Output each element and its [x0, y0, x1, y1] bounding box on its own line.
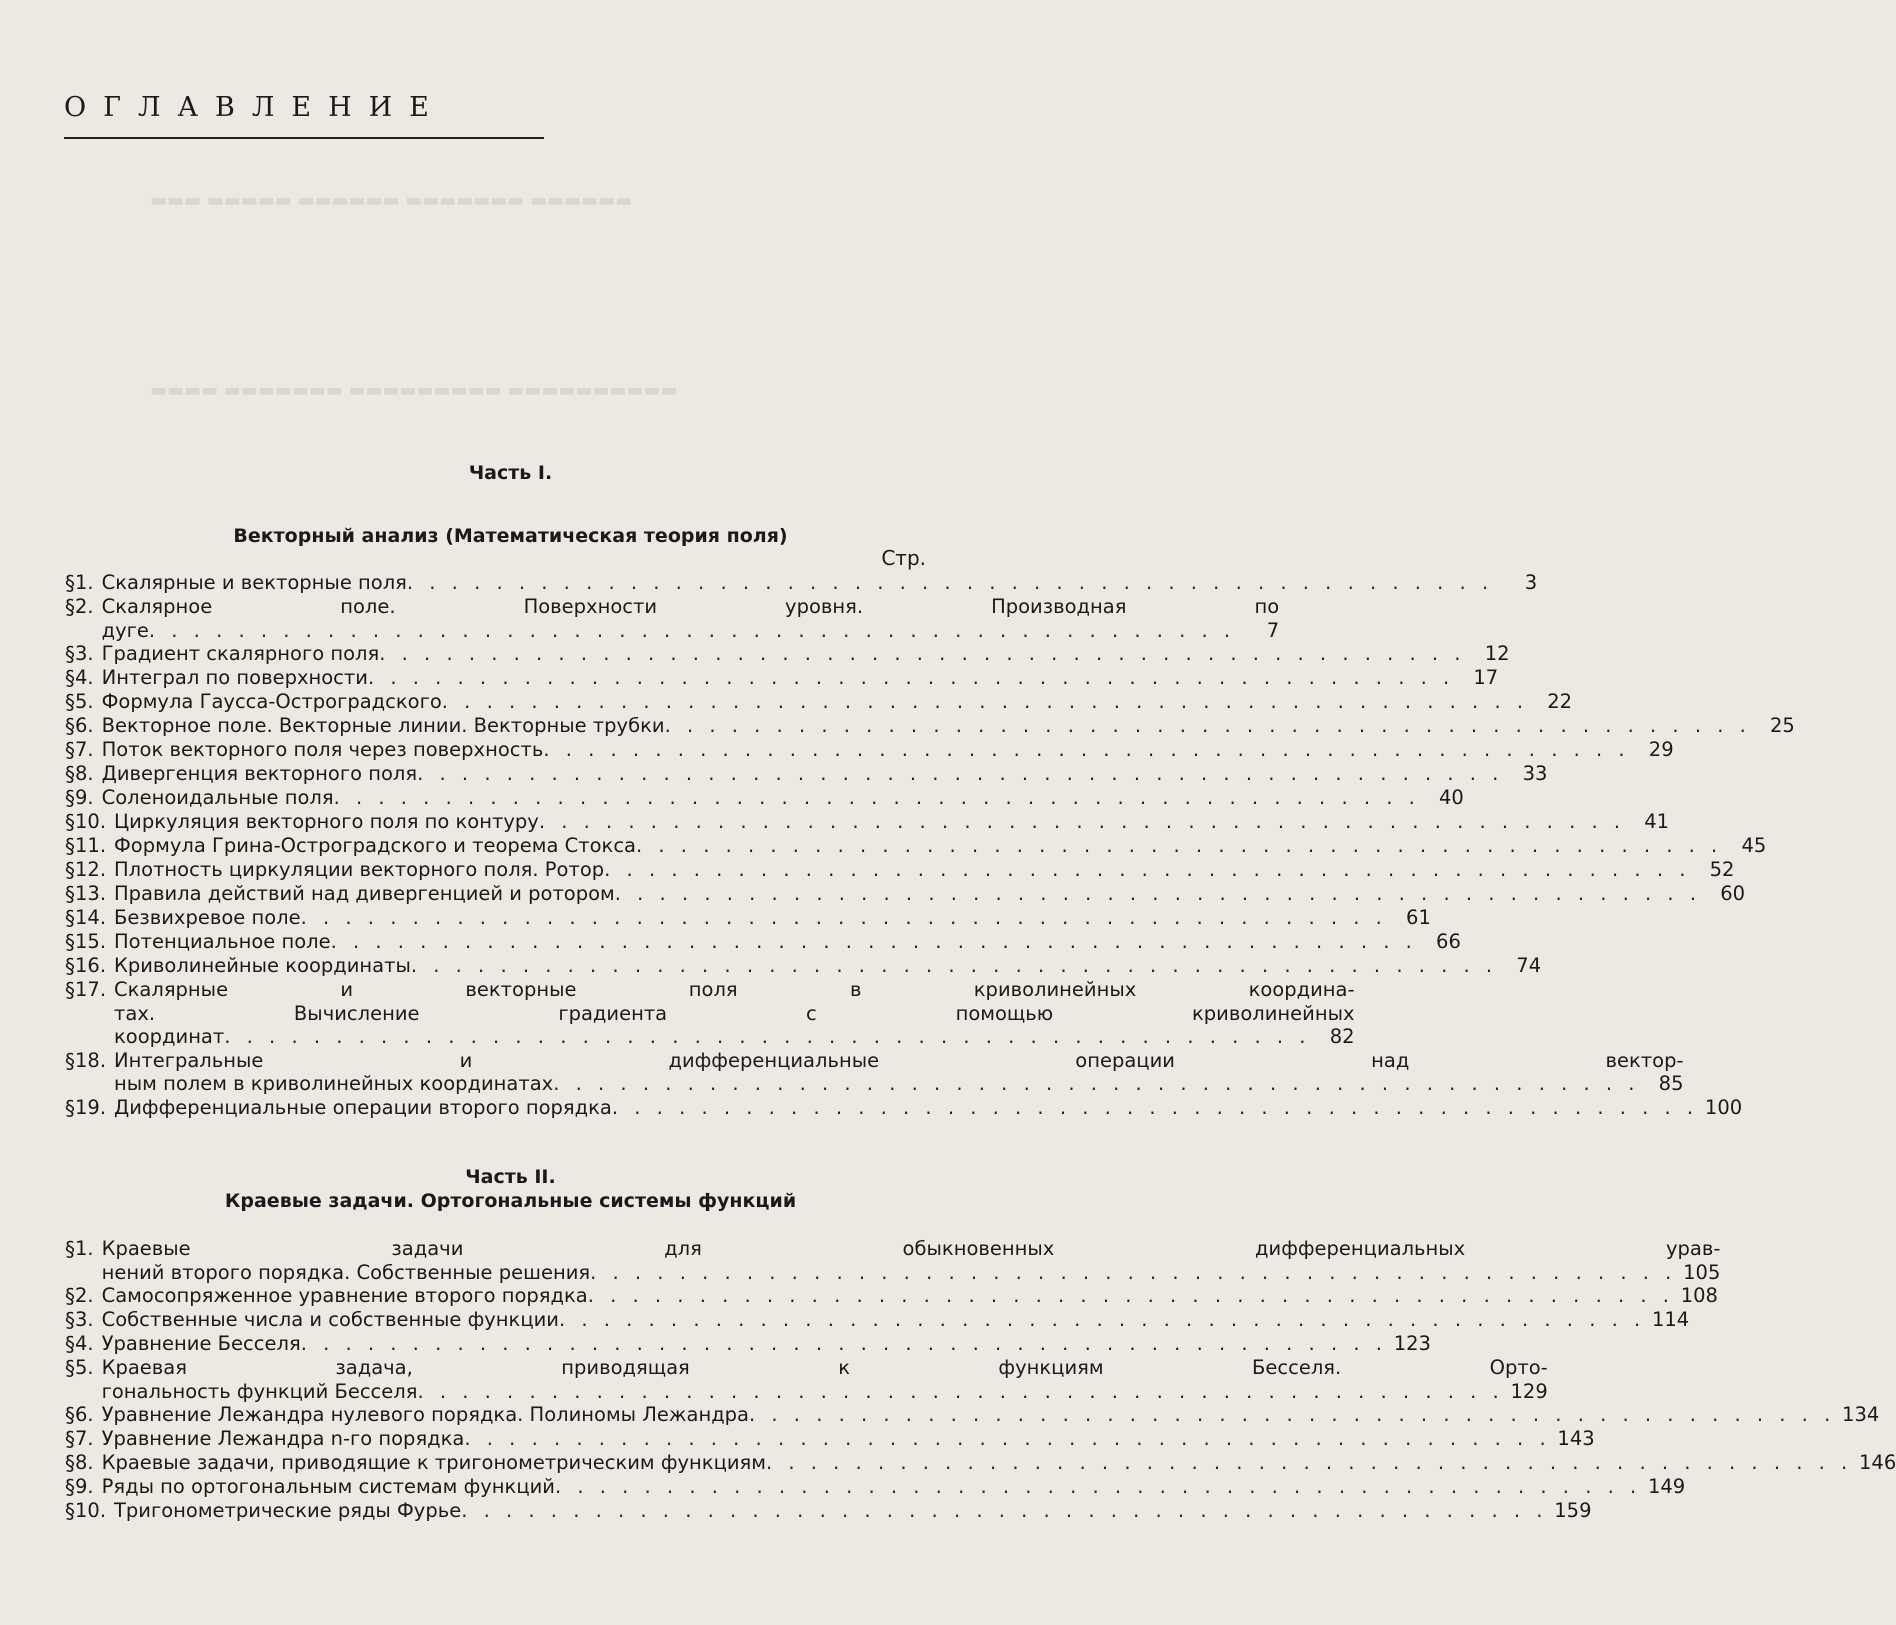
toc-entry-number: 7.	[75, 1427, 94, 1450]
toc-entry-body	[102, 1308, 1690, 1332]
toc-entry-body	[102, 666, 1499, 690]
toc-entry-number: 1.	[75, 571, 94, 594]
leader-dots	[588, 1284, 1674, 1308]
toc-entry-line	[114, 834, 1766, 858]
toc-entry-body	[102, 571, 1538, 595]
toc-entry-body	[114, 978, 1355, 1049]
toc-entry	[65, 1356, 1548, 1403]
toc-entry-number: 12.	[75, 858, 107, 881]
toc-entry-body	[102, 762, 1548, 786]
toc-entry-page: 85	[1658, 1072, 1684, 1095]
toc-entry-line	[114, 1499, 1591, 1523]
toc-entry-title: Самосопряженное уравнение второго порядка	[101, 1284, 588, 1307]
toc-entry-page: 7	[1266, 618, 1280, 642]
toc-entry-line	[102, 1261, 1721, 1285]
toc-entry-line	[102, 690, 1572, 714]
toc-entry-title: Уравнение Лежандра n-го порядка	[101, 1427, 465, 1450]
toc-entry	[65, 930, 1461, 954]
part2-label: Часть II.	[465, 1166, 556, 1188]
section-sign: §	[65, 1095, 75, 1120]
toc-entry-title: Векторное поле. Векторные линии. Векторные трубки	[101, 714, 665, 737]
toc-entry-title: Тригонометрические ряды Фурье	[114, 1499, 462, 1522]
toc-entry-title: нений второго порядка. Собственные решения	[101, 1260, 591, 1284]
toc-entry-body	[102, 690, 1572, 714]
toc-entry-number: 10.	[75, 1499, 107, 1522]
section-sign: §	[65, 738, 75, 762]
toc-entry-page: 52	[1709, 858, 1735, 881]
toc-entry-title: Краевые задачи, приводящие к тригонометрическим функциям	[101, 1451, 766, 1474]
section-sign: §	[65, 714, 75, 738]
toc-entry-body	[114, 858, 1734, 882]
section-sign: §	[65, 1451, 75, 1475]
toc-entry-title: тах. Вычисление градиента с помощью криволинейных	[114, 1001, 1355, 1025]
toc-entry	[65, 642, 1510, 666]
toc-entry-line	[114, 1072, 1683, 1096]
toc-entry-page: 108	[1680, 1284, 1718, 1307]
toc-entry-number: 4.	[75, 1332, 94, 1355]
toc-entry-page: 12	[1484, 642, 1510, 665]
toc-entry-line	[102, 619, 1280, 643]
toc-entry-page: 74	[1516, 954, 1542, 977]
toc-entry-title: Краевая задача, приводящая к функциям Бесселя. Орто-	[101, 1356, 1548, 1379]
toc-entry-page: 29	[1648, 738, 1674, 761]
toc-entry-title: Циркуляция векторного поля по контуру	[114, 810, 539, 833]
toc-entry-title: Формула Гаусса-Остроградского	[101, 690, 442, 713]
toc-part1	[65, 571, 1795, 1120]
section-sign: §	[65, 1237, 75, 1261]
section-sign: §	[65, 571, 75, 595]
toc-entry-number: 11.	[75, 834, 107, 857]
toc-entry	[65, 1451, 1896, 1475]
toc-entry-page: 134	[1842, 1403, 1880, 1426]
toc-entry-page: 45	[1741, 834, 1767, 857]
toc-entry-page: 61	[1406, 906, 1431, 929]
toc-entry-title: Формула Грина-Остроградского и теорема Стокса	[114, 834, 636, 857]
toc-entry-page: 3	[1524, 571, 1538, 594]
toc-entry-page: 146	[1859, 1451, 1896, 1474]
toc-entry-line	[102, 1284, 1718, 1308]
toc-entry-number: 7.	[75, 738, 94, 761]
section-sign: §	[65, 1284, 75, 1308]
section-sign: §	[65, 1356, 75, 1380]
toc-entry-title: Скалярные и векторные поля	[101, 571, 407, 594]
toc-entry-body	[102, 714, 1795, 738]
leader-dots	[612, 1096, 1698, 1120]
toc-entry-line	[102, 642, 1510, 666]
toc-entry-title: Потенциальное поле	[114, 930, 331, 953]
toc-entry-number: 9.	[75, 1475, 94, 1498]
toc-entry-page: 129	[1510, 1379, 1548, 1403]
leader-dots	[590, 1261, 1676, 1285]
toc-entry-number: 13.	[75, 882, 107, 905]
leader-dots	[331, 930, 1417, 954]
toc-entry-number: 8.	[75, 762, 94, 785]
section-sign: §	[65, 762, 75, 786]
toc-entry-line	[102, 1403, 1880, 1427]
toc-entry-number: 2.	[75, 595, 94, 618]
toc-part2	[65, 1237, 1896, 1523]
toc-entry-body	[102, 595, 1280, 642]
page-title: ОГЛАВЛЕНИЕ	[64, 92, 446, 123]
toc-entry-body	[114, 882, 1745, 906]
toc-entry-number: 14.	[75, 906, 107, 929]
part2-subtitle: Краевые задачи. Ортогональные системы функций	[224, 1190, 797, 1212]
toc-entry-number: 15.	[75, 930, 107, 953]
section-sign: §	[65, 1332, 75, 1356]
leader-dots	[636, 834, 1722, 858]
toc-entry-page: 25	[1770, 714, 1795, 737]
leader-dots	[411, 954, 1497, 978]
toc-entry-title: Интегральные и дифференциальные операции над вектор-	[114, 1048, 1684, 1072]
toc-entry-page: 40	[1439, 786, 1464, 809]
toc-entry-body	[102, 1475, 1686, 1499]
toc-entry-number: 3.	[75, 642, 94, 665]
toc-entry-number: 2.	[75, 1284, 94, 1307]
section-sign: §	[65, 786, 75, 810]
toc-entry	[65, 762, 1548, 786]
toc-entry	[65, 978, 1355, 1049]
section-sign: §	[65, 1403, 75, 1427]
toc-entry-line	[102, 571, 1538, 595]
toc-entry-title: Поток векторного поля через поверхность	[101, 738, 544, 761]
toc-entry-number: 17.	[75, 978, 107, 1001]
section-sign: §	[65, 642, 75, 666]
toc-entry-title: Дивергенция векторного поля	[101, 762, 418, 785]
toc-entry	[65, 882, 1746, 906]
toc-entry-number: 16.	[75, 954, 107, 977]
toc-entry	[65, 1499, 1592, 1523]
toc-entry-line	[102, 1427, 1595, 1451]
toc-entry-page: 114	[1651, 1308, 1690, 1331]
toc-entry-page: 33	[1522, 762, 1548, 785]
toc-entry-body	[114, 954, 1541, 978]
leader-dots	[555, 1475, 1641, 1499]
toc-entry-title: Скалярное поле. Поверхности уровня. Производная по	[101, 595, 1280, 618]
leader-dots	[224, 1025, 1310, 1049]
toc-entry-body	[114, 1049, 1683, 1096]
toc-entry-title: Дифференциальные операции второго порядка	[114, 1095, 612, 1119]
toc-entry-body	[102, 1284, 1718, 1308]
toc-entry	[65, 690, 1573, 714]
toc-entry-body	[102, 1332, 1431, 1356]
toc-entry-line	[102, 1475, 1686, 1499]
section-sign: §	[65, 858, 75, 882]
toc-entry-body	[102, 1427, 1595, 1451]
toc-entry-line	[114, 882, 1745, 906]
toc-entry	[65, 1475, 1686, 1499]
toc-entry-title: Собственные числа и собственные функции	[101, 1308, 559, 1331]
toc-entry-body	[114, 1096, 1742, 1120]
toc-entry-number: 3.	[75, 1308, 94, 1331]
toc-entry-line	[114, 1096, 1742, 1120]
page-column-header: Стр.	[881, 546, 926, 570]
toc-entry	[65, 906, 1431, 930]
toc-entry-page: 143	[1557, 1427, 1595, 1450]
toc-entry-title: Уравнение Бесселя	[101, 1332, 301, 1355]
section-sign: §	[65, 1048, 75, 1073]
section-sign: §	[65, 906, 75, 930]
toc-entry-title: ным полем в криволинейных координатах	[114, 1072, 554, 1095]
toc-entry	[65, 1048, 1684, 1096]
toc-entry-title: Соленоидальные поля	[101, 786, 334, 809]
toc-entry	[65, 786, 1464, 810]
toc-entry	[65, 595, 1280, 642]
toc-entry-page: 149	[1647, 1475, 1686, 1498]
leader-dots	[442, 690, 1528, 714]
section-sign: §	[65, 810, 75, 834]
leader-dots	[749, 1403, 1835, 1427]
toc-entry-line	[114, 906, 1431, 930]
toc-entry-title: Интеграл по поверхности	[101, 666, 368, 689]
toc-entry-line	[114, 810, 1669, 834]
toc-entry	[65, 1237, 1721, 1284]
toc-entry-body	[102, 1356, 1548, 1403]
toc-entry-line	[114, 954, 1541, 978]
leader-dots	[559, 1308, 1645, 1332]
leader-dots	[615, 882, 1701, 906]
toc-entry-number: 1.	[75, 1237, 94, 1260]
toc-entry-page: 82	[1329, 1025, 1355, 1048]
section-sign: §	[65, 930, 75, 954]
toc-entry-page: 159	[1554, 1499, 1592, 1522]
leader-dots	[407, 571, 1493, 595]
toc-entry-line	[114, 1025, 1355, 1049]
toc-entry-line	[114, 930, 1461, 954]
toc-entry	[65, 666, 1499, 690]
toc-entry-title: Ряды по ортогональным системам функций	[101, 1475, 555, 1498]
toc-entry	[65, 1403, 1880, 1427]
toc-entry-title: гональность функций Бесселя	[101, 1379, 418, 1403]
leader-dots	[665, 714, 1751, 738]
toc-entry-body	[114, 810, 1669, 834]
toc-entry-page: 66	[1436, 930, 1461, 953]
toc-entry	[65, 1284, 1718, 1308]
toc-entry-title: Безвихревое поле	[114, 906, 301, 929]
toc-entry	[65, 858, 1735, 882]
toc-entry-number: 9.	[75, 786, 94, 809]
toc-entry-body	[114, 1499, 1591, 1523]
toc-entry-body	[102, 786, 1464, 810]
toc-entry-line	[102, 762, 1548, 786]
toc-entry-line	[102, 1380, 1548, 1404]
leader-dots	[604, 858, 1690, 882]
title-underline	[64, 137, 544, 139]
leader-dots	[301, 906, 1387, 930]
toc-entry-line	[102, 714, 1795, 738]
section-sign: §	[65, 882, 75, 906]
toc-entry-page: 17	[1473, 666, 1499, 689]
toc-entry-number: 10.	[75, 810, 107, 833]
leader-dots	[334, 786, 1420, 810]
leader-dots	[149, 619, 1235, 643]
section-sign: §	[65, 834, 75, 858]
leader-dots	[553, 1072, 1639, 1096]
leader-dots	[539, 810, 1625, 834]
toc-entry-body	[102, 1451, 1896, 1475]
toc-entry-number: 4.	[75, 666, 94, 689]
toc-entry-number: 18.	[75, 1048, 107, 1072]
toc-entry-number: 19.	[75, 1095, 107, 1119]
toc-entry-number: 6.	[75, 1403, 94, 1426]
toc-entry	[65, 1095, 1743, 1120]
toc-entry-body	[114, 834, 1766, 858]
toc-entry-line	[102, 1451, 1896, 1475]
toc-entry	[65, 1427, 1595, 1451]
toc-entry-number: 5.	[75, 690, 94, 713]
toc-entry-title: дуге	[101, 618, 149, 642]
toc-entry-body	[102, 642, 1510, 666]
leader-dots	[301, 1332, 1387, 1356]
toc-entry-page: 60	[1720, 882, 1746, 905]
toc-entry-line	[102, 786, 1464, 810]
section-sign: §	[65, 666, 75, 690]
toc-entry-title: Плотность циркуляции векторного поля. Ротор	[114, 858, 605, 881]
leader-dots	[766, 1451, 1852, 1475]
toc-entry-page: 22	[1547, 690, 1573, 713]
toc-entry-line	[102, 1332, 1431, 1356]
toc-entry	[65, 1308, 1690, 1332]
toc-entry-body	[102, 738, 1674, 762]
section-sign: §	[65, 595, 75, 619]
toc-entry-number: 6.	[75, 714, 94, 737]
toc-entry	[65, 1332, 1431, 1356]
toc-entry-title: Краевые задачи для обыкновенных дифференциальных урав-	[101, 1237, 1721, 1260]
toc-entry-title: Правила действий над дивергенцией и ротором	[114, 882, 615, 905]
leader-dots	[461, 1499, 1547, 1523]
leader-dots	[379, 642, 1465, 666]
leader-dots	[368, 666, 1454, 690]
section-sign: §	[65, 954, 75, 978]
toc-entry-page: 105	[1683, 1260, 1721, 1284]
leader-dots	[543, 738, 1629, 762]
toc-entry-line	[114, 858, 1734, 882]
leader-dots	[464, 1427, 1550, 1451]
toc-entry-number: 8.	[75, 1451, 94, 1474]
toc-entry-body	[102, 1237, 1721, 1284]
toc-entry-number: 5.	[75, 1356, 94, 1379]
toc-entry-body	[114, 906, 1431, 930]
section-sign: §	[65, 1499, 75, 1523]
toc-entry	[65, 810, 1670, 834]
toc-entry-page: 41	[1644, 810, 1670, 833]
toc-entry-line	[102, 666, 1499, 690]
toc-entry-body	[102, 1403, 1880, 1427]
toc-entry-page: 123	[1393, 1332, 1431, 1355]
leader-dots	[417, 762, 1503, 786]
toc-entry-line	[102, 1308, 1690, 1332]
toc-entry	[65, 571, 1538, 595]
section-sign: §	[65, 690, 75, 714]
toc-entry-title: Градиент скалярного поля	[101, 642, 380, 665]
toc-entry-title: Скалярные и векторные поля в криволинейных координа-	[114, 978, 1355, 1001]
toc-entry-title: Криволинейные координаты	[114, 954, 411, 977]
toc-entry-page: 100	[1704, 1095, 1743, 1119]
toc-entry-line	[102, 738, 1674, 762]
leader-dots	[417, 1380, 1503, 1404]
toc-entry	[65, 954, 1542, 978]
part1-label: Часть I.	[468, 462, 553, 484]
section-sign: §	[65, 1475, 75, 1499]
toc-entry-title: Уравнение Лежандра нулевого порядка. Полиномы Лежандра	[101, 1403, 750, 1426]
toc-entry	[65, 714, 1795, 738]
toc-entry-body	[114, 930, 1461, 954]
section-sign: §	[65, 1427, 75, 1451]
bleed-through-text: ▬▬▬ ▬▬▬▬▬ ▬▬▬▬▬▬ ▬▬▬▬▬▬▬ ▬▬▬▬▬▬	[150, 190, 633, 211]
section-sign: §	[65, 978, 75, 1002]
toc-entry-title: координат	[114, 1025, 225, 1048]
bleed-through-text: ▬▬▬▬ ▬▬▬▬▬▬▬ ▬▬▬▬▬▬▬▬▬ ▬▬▬▬▬▬▬▬▬▬	[150, 380, 678, 401]
toc-entry	[65, 738, 1674, 762]
part1-subtitle: Векторный анализ (Математическая теория поля)	[233, 525, 788, 547]
toc-entry	[65, 834, 1767, 858]
section-sign: §	[65, 1308, 75, 1332]
